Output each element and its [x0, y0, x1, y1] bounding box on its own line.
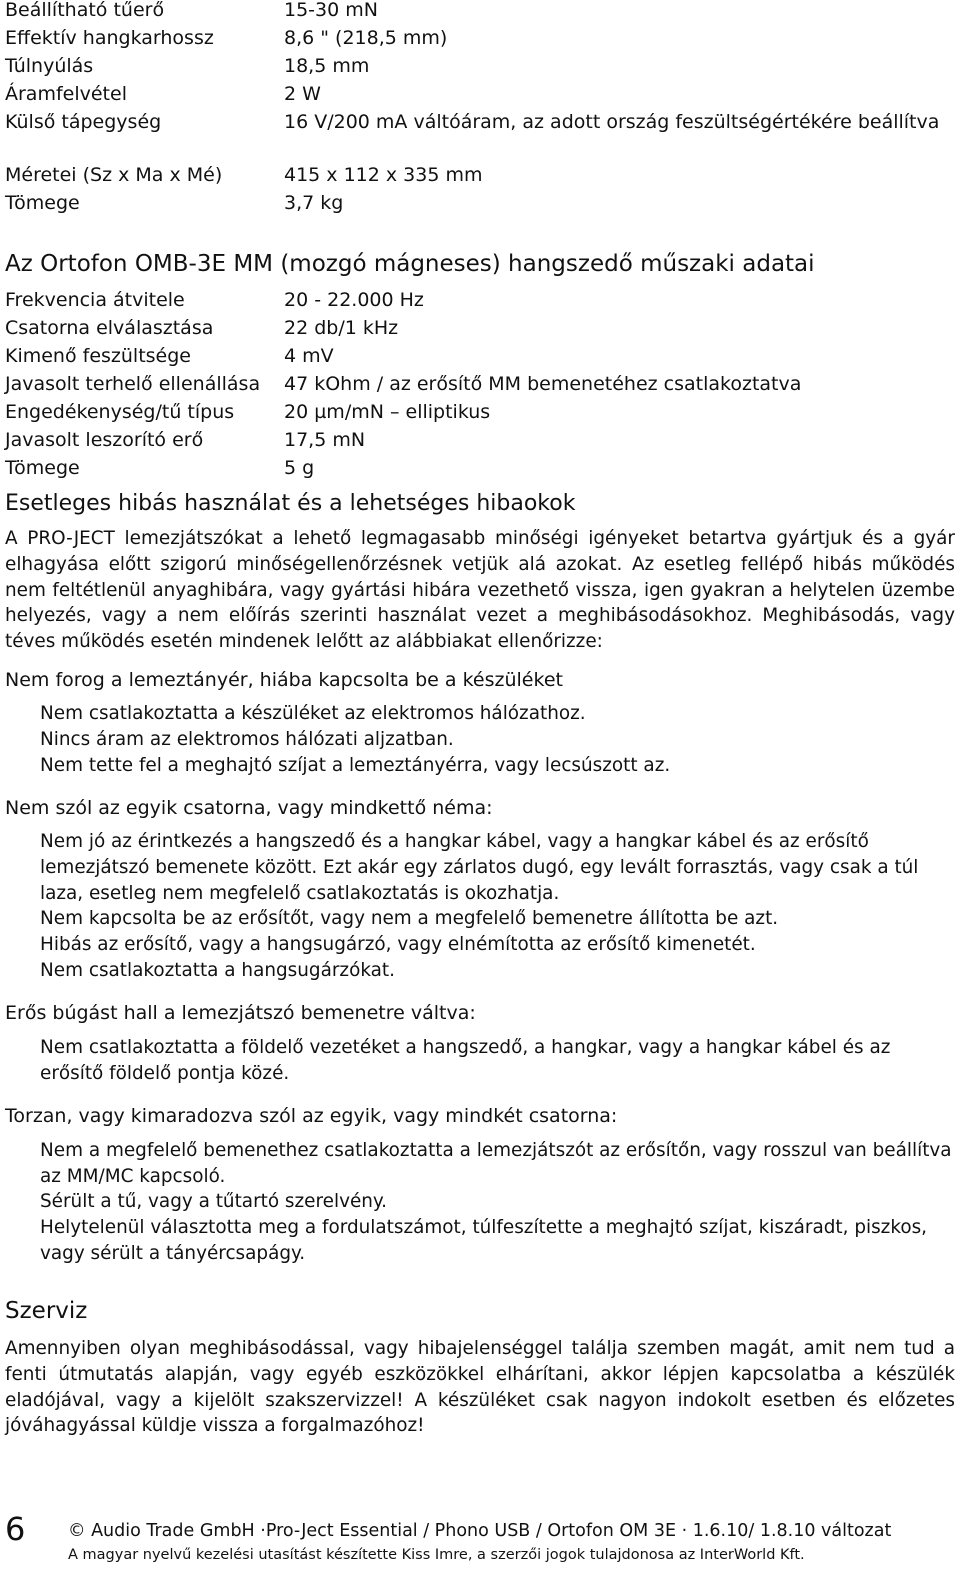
- spec-row: [0, 109, 960, 163]
- spec-label: Tömege: [5, 192, 80, 214]
- spec-label: Tömege: [5, 457, 80, 479]
- spec-label: Túlnyúlás: [5, 55, 94, 77]
- spec-value: 47 kOhm / az erősítő MM bemenetéhez csatlakoztatva: [284, 373, 802, 395]
- fault-cause-item: Nincs áram az elektromos hálózati aljzatban.: [40, 729, 454, 750]
- fault-cause-item: Hibás az erősítő, vagy a hangsugárzó, vagy elnémította az erősítő kimenetét.: [40, 934, 756, 955]
- fault-cause-item: Helytelenül választotta meg a fordulatszámot, túlfeszítette a meghajtó szíjat, kiszáradt, piszkos, vagy sérült a tányércsapágy.: [40, 1217, 928, 1264]
- fault-cause-item: Nem csatlakoztatta a hangsugárzókat.: [40, 960, 395, 981]
- service-paragraph: Amennyiben olyan meghibásodással, vagy hibajelenséggel találja szemben magát, amit nem tud a fenti útmutatás alapján, vagy egyéb eszközökkel elhárítani, akkor lépjen kapcsolatba a készülék eladójával, vagy a kijelölt szakszervizzel! A készüléket csak nagyon indokolt esetben és előzetes jóváhagyással küldje vissza a forgalmazóhoz!: [5, 1338, 955, 1437]
- fault-group-title: Erős búgást hall a lemezjátszó bemenetre váltva:: [5, 1002, 476, 1024]
- fault-group-title: Nem szól az egyik csatorna, vagy mindkettő néma:: [5, 797, 493, 819]
- spec-label: Áramfelvétel: [5, 83, 127, 105]
- spec-value: 16 V/200 mA váltóáram, az adott ország feszültségértékére beállítva: [284, 111, 940, 133]
- service-heading: Szerviz: [5, 1298, 88, 1324]
- cartridge-spec-heading: Az Ortofon OMB-3E MM (mozgó mágneses) hangszedő műszaki adatai: [5, 251, 815, 277]
- spec-value: 17,5 mN: [284, 429, 366, 451]
- spec-label: Beállítható tűerő: [5, 0, 165, 21]
- spec-label: Effektív hangkarhossz: [5, 27, 214, 49]
- spec-value: 20 - 22.000 Hz: [284, 289, 424, 311]
- fault-cause-item: Nem kapcsolta be az erősítőt, vagy nem a megfelelő bemenetre állította be azt.: [40, 908, 779, 929]
- spec-label: Javasolt terhelő ellenállása: [5, 373, 261, 395]
- spec-value: 15-30 mN: [284, 0, 378, 21]
- spec-label: Csatorna elválasztása: [5, 317, 214, 339]
- spec-value: 4 mV: [284, 345, 334, 367]
- spec-value: 415 x 112 x 335 mm: [284, 164, 483, 186]
- spec-value: 5 g: [284, 457, 315, 479]
- spec-value: 2 W: [284, 83, 321, 105]
- spec-label: Engedékenység/tű típus: [5, 401, 235, 423]
- spec-value: 3,7 kg: [284, 192, 344, 214]
- footer-translator-note: A magyar nyelvű kezelési utasítást készítette Kiss Imre, a szerzői jogok tulajdonosa az InterWorld Kft.: [68, 1547, 805, 1563]
- spec-label: Frekvencia átvitele: [5, 289, 185, 311]
- fault-group-title: Nem forog a lemeztányér, hiába kapcsolta be a készüléket: [5, 669, 563, 691]
- faults-heading: Esetleges hibás használat és a lehetséges hibaokok: [5, 491, 576, 516]
- spec-label: Méretei (Sz x Ma x Mé): [5, 164, 223, 186]
- spec-value: 8,6 " (218,5 mm): [284, 27, 448, 49]
- fault-cause-item: Sérült a tű, vagy a tűtartó szerelvény.: [40, 1191, 388, 1212]
- fault-group-title: Torzan, vagy kimaradozva szól az egyik, vagy mindkét csatorna:: [5, 1105, 618, 1127]
- faults-intro-paragraph: A PRO-JECT lemezjátszókat a lehető legmagasabb minőségi igényeket betartva gyártjuk és a gyár elhagyása előtt szigorú minőségellenőrzésnek vetjük alá azokat. Az esetleg fellépő hibás működés nem feltétlenül anyaghibára, vagy gyártási hibára vezethető vissza, igen gyakran a helytelen üzembe helyezés, vagy a nem előírás szerinti használat vezet a meghibásodásokhoz. Meghibásodás, vagy téves működés esetén mindenek lelőtt az alábbiakat ellenőrizze:: [5, 528, 955, 653]
- spec-label: Javasolt leszorító erő: [5, 429, 204, 451]
- page-number: 6: [5, 1510, 26, 1548]
- spec-label: Kimenő feszültsége: [5, 345, 192, 367]
- footer-copyright: © Audio Trade GmbH ·Pro-Ject Essential / Phono USB / Ortofon OM 3E · 1.6.10/ 1.8.10 változat: [68, 1521, 892, 1541]
- spec-label: Külső tápegység: [5, 111, 162, 133]
- fault-cause-item: Nem tette fel a meghajtó szíjat a lemeztányérra, vagy lecsúszott az.: [40, 755, 671, 776]
- spec-value: 22 db/1 kHz: [284, 317, 399, 339]
- spec-value: 18,5 mm: [284, 55, 370, 77]
- fault-cause-item: Nem a megfelelő bemenethez csatlakoztatta a lemezjátszót az erősítőn, vagy rosszul van beállítva az MM/MC kapcsoló.: [40, 1140, 952, 1187]
- fault-cause-item: Nem csatlakoztatta a készüléket az elektromos hálózathoz.: [40, 703, 586, 724]
- fault-cause-item: Nem csatlakoztatta a földelő vezetéket a hangszedő, a hangkar, vagy a hangkar kábel és az erősítő földelő pontja közé.: [40, 1037, 891, 1084]
- fault-cause-item: Nem jó az érintkezés a hangszedő és a hangkar kábel, vagy a hangkar kábel és az erősítő lemezjátszó bemenete között. Ezt akár egy zárlatos dugó, egy levált forrasztás, vagy csak a túl laza, esetleg nem megfelelő csatlakoztatás is okozhatja.: [40, 831, 919, 904]
- spec-value: 20 µm/mN – elliptikus: [284, 401, 491, 423]
